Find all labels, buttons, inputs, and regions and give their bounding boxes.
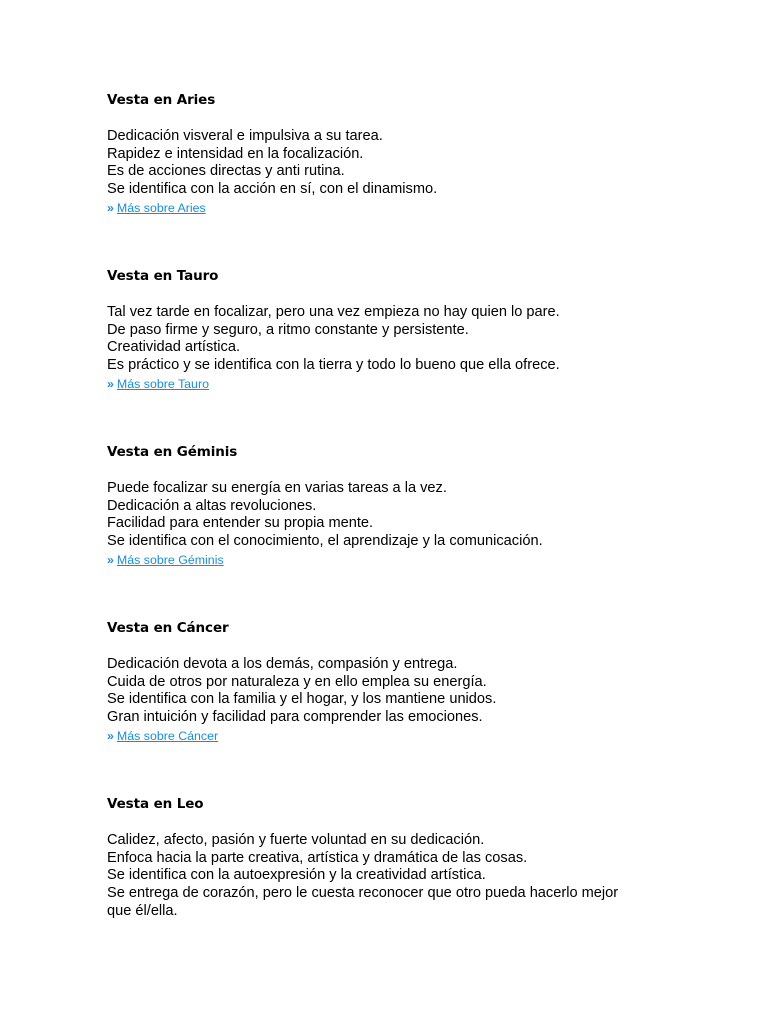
section-body: [107, 128, 747, 199]
more-about-cancer-link[interactable]: Más sobre Cáncer: [116, 728, 219, 743]
more-link-row: [107, 376, 747, 392]
section-title: Vesta en Leo: [107, 796, 204, 812]
more-link-row: [107, 728, 747, 744]
double-chevron-icon: »: [107, 552, 114, 567]
more-about-aries-link[interactable]: Más sobre Aries: [116, 200, 206, 215]
body-line: Gran intuición y facilidad para comprender las emociones.: [107, 709, 483, 726]
section-title: Vesta en Tauro: [107, 268, 219, 284]
body-line: Cuida de otros por naturaleza y en ello emplea su energía.: [107, 673, 487, 690]
section-title: Vesta en Géminis: [107, 444, 238, 460]
section-body: [107, 656, 747, 727]
section-title: Vesta en Cáncer: [107, 620, 229, 636]
section-cancer: [107, 620, 747, 744]
section-body: [107, 480, 747, 551]
section-leo: [107, 796, 747, 921]
body-line: Tal vez tarde en focalizar, pero una vez empieza no hay quien lo pare.: [107, 304, 560, 320]
body-line: Se identifica con la familia y el hogar, y los mantiene unidos.: [107, 691, 497, 708]
section-tauro: [107, 268, 747, 392]
more-about-geminis-link[interactable]: Más sobre Géminis: [116, 552, 224, 567]
body-line: que él/ella.: [107, 902, 178, 919]
body-line: Se identifica con el conocimiento, el aprendizaje y la comunicación.: [107, 533, 543, 550]
body-line: De paso firme y seguro, a ritmo constante y persistente.: [107, 321, 469, 338]
section-body: [107, 304, 747, 375]
section-body: [107, 832, 747, 921]
body-line: Dedicación visveral e impulsiva a su tarea.: [107, 128, 383, 144]
body-line: Rapidez e intensidad en la focalización.: [107, 145, 364, 162]
body-line: Dedicación devota a los demás, compasión y entrega.: [107, 656, 458, 672]
body-line: Se entrega de corazón, pero le cuesta reconocer que otro pueda hacerlo mejor: [107, 885, 619, 902]
body-line: Se identifica con la acción en sí, con el dinamismo.: [107, 181, 438, 198]
body-line: Enfoca hacia la parte creativa, artística y dramática de las cosas.: [107, 849, 528, 866]
more-link-row: [107, 552, 747, 568]
body-line: Es práctico y se identifica con la tierra y todo lo bueno que ella ofrece.: [107, 357, 560, 374]
body-line: Puede focalizar su energía en varias tareas a la vez.: [107, 480, 447, 496]
body-line: Dedicación a altas revoluciones.: [107, 497, 317, 514]
body-line: Creatividad artística.: [107, 339, 241, 356]
more-link-row: [107, 200, 747, 216]
section-aries: [107, 92, 747, 216]
more-about-tauro-link[interactable]: Más sobre Tauro: [116, 376, 209, 391]
double-chevron-icon: »: [107, 200, 114, 215]
body-line: Facilidad para entender su propia mente.: [107, 515, 374, 532]
body-line: Es de acciones directas y anti rutina.: [107, 163, 345, 180]
section-geminis: [107, 444, 747, 568]
double-chevron-icon: »: [107, 376, 114, 391]
body-line: Se identifica con la autoexpresión y la creatividad artística.: [107, 867, 486, 884]
body-line: Calidez, afecto, pasión y fuerte voluntad en su dedicación.: [107, 832, 485, 848]
double-chevron-icon: »: [107, 728, 114, 743]
section-title: Vesta en Aries: [107, 92, 216, 108]
